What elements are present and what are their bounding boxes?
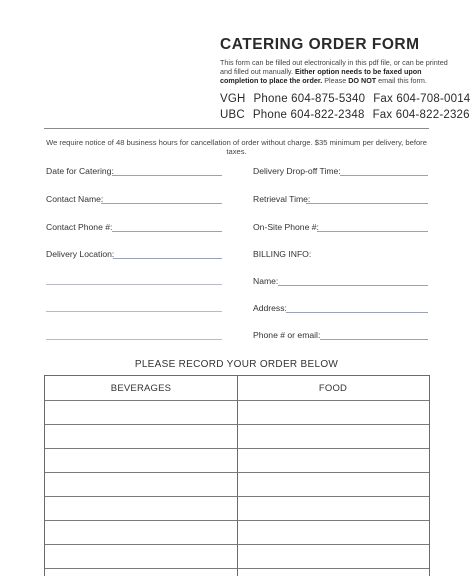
contact-ubc — [220, 109, 474, 121]
table-row[interactable] — [45, 568, 429, 569]
table-row[interactable] — [45, 424, 429, 425]
table-row[interactable] — [45, 544, 429, 545]
contact-name-field[interactable] — [101, 203, 222, 204]
cancellation-notice: We require notice of 48 business hours for cancellation of order without charge. $35 minimum per delivery, before taxes. — [46, 138, 427, 156]
retrieval-time-label: Retrieval Time: — [253, 194, 311, 204]
table-row[interactable] — [45, 472, 429, 473]
location-phone: Phone 604-875-5340 — [253, 93, 366, 105]
contact-phone-label: Contact Phone #: — [46, 222, 113, 232]
table-column-divider — [237, 376, 238, 576]
order-section-title: PLEASE RECORD YOUR ORDER BELOW — [134, 359, 339, 370]
billing-info-heading: BILLING INFO: — [253, 249, 312, 259]
location-phone: Phone 604-822-2348 — [252, 109, 365, 121]
contact-name-label: Contact Name: — [46, 194, 104, 204]
order-table — [44, 375, 430, 576]
form-title: CATERING ORDER FORM — [220, 36, 420, 53]
dropoff-time-label: Delivery Drop-off Time: — [253, 166, 341, 176]
food-column-header: FOOD — [318, 383, 348, 394]
billing-name-label: Name: — [253, 276, 279, 286]
delivery-location-field-3[interactable] — [46, 311, 222, 312]
delivery-location-field[interactable] — [113, 258, 222, 259]
form-instructions — [220, 58, 450, 85]
contact-vgh — [220, 93, 474, 105]
beverages-column-header: BEVERAGES — [110, 383, 172, 394]
contact-phone-field[interactable] — [112, 231, 222, 232]
billing-contact-label: Phone # or email: — [253, 330, 321, 340]
location-code: VGH — [220, 93, 246, 105]
header-divider — [44, 128, 429, 129]
location-fax: Fax 604-708-0014 — [373, 93, 471, 105]
instructions-do-not: DO NOT — [348, 76, 377, 85]
delivery-location-label: Delivery Location: — [46, 249, 115, 259]
location-code: UBC — [220, 109, 245, 121]
billing-name-field[interactable] — [278, 285, 428, 286]
date-label: Date for Catering: — [46, 166, 114, 176]
instructions-text: This form can be filled out electronically in this pdf file, or can be printed and filled out manually. — [220, 58, 448, 76]
delivery-location-field-4[interactable] — [46, 339, 222, 340]
billing-address-field[interactable] — [286, 312, 428, 313]
table-row[interactable] — [45, 400, 429, 401]
billing-contact-field[interactable] — [320, 339, 428, 340]
billing-address-label: Address: — [253, 303, 287, 313]
location-fax: Fax 604-822-2326 — [372, 109, 470, 121]
table-row[interactable] — [45, 496, 429, 497]
retrieval-time-field[interactable] — [306, 203, 428, 204]
delivery-location-field-2[interactable] — [46, 284, 222, 285]
date-field[interactable] — [112, 175, 222, 176]
dropoff-time-field[interactable] — [340, 175, 428, 176]
instructions-text-2: Please — [322, 76, 349, 85]
onsite-phone-field[interactable] — [317, 231, 428, 232]
instructions-text-3: email this form. — [376, 76, 427, 85]
onsite-phone-label: On-Site Phone #: — [253, 222, 319, 232]
table-row[interactable] — [45, 448, 429, 449]
instructions-emphasis: Either option needs to be faxed upon completion to place the order. — [220, 67, 422, 85]
table-row[interactable] — [45, 520, 429, 521]
